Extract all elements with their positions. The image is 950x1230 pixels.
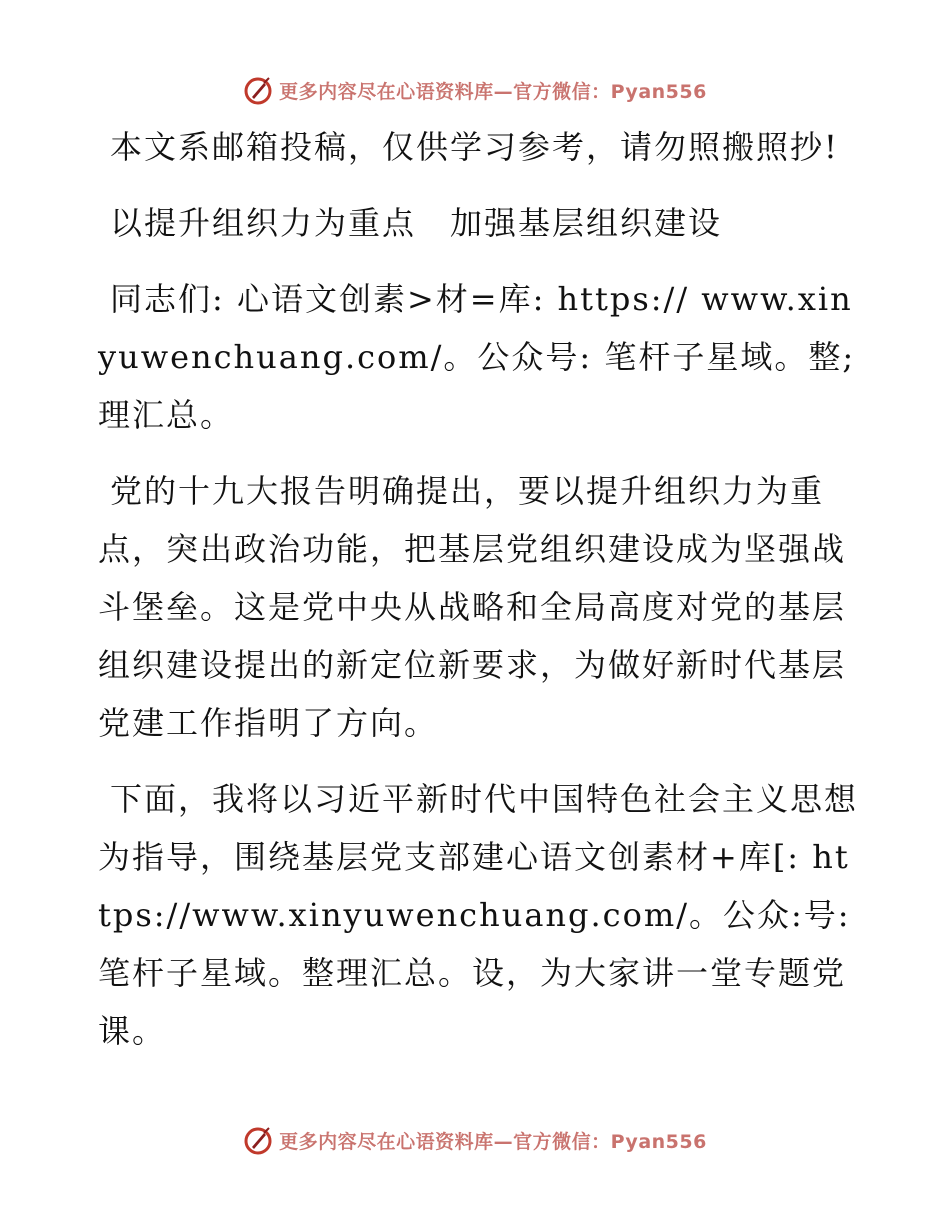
footer-banner-text: 更多内容尽在心语资料库—官方微信：Pyan556 [279, 1130, 707, 1153]
quill-logo-icon [243, 75, 273, 105]
document-body [98, 118, 858, 1078]
disclaimer-paragraph: 本文系邮箱投稿，仅供学习参考，请勿照搬照抄! [110, 128, 839, 166]
body-paragraph: 党的十九大报告明确提出，要以提升组织力为重点，突出政治功能，把基层党组织建设成为坚强战斗堡垒。这是党中央从战略和全局高度对党的基层组织建设提出的新定位新要求，为做好新时代基层党建工作指明了方向。 [98, 472, 847, 742]
header-banner-text: 更多内容尽在心语资料库—官方微信：Pyan556 [279, 80, 707, 103]
greeting-paragraph: 同志们: 心语文创素>材=库: https:// www.xinyuwenchuang.com/。公众号: 笔杆子星域。整;理汇总。 [98, 280, 856, 434]
quill-logo-icon [243, 1125, 273, 1155]
body-paragraph: 下面，我将以习近平新时代中国特色社会主义思想为指导，围绕基层党支部建心语文创素材+库[: https://www.xinyuwenchuang.com/。公众:号: 笔杆子星域。整理汇总。设，为大家讲一堂专题党课。 [98, 780, 859, 1050]
footer-banner [0, 1120, 950, 1160]
document-title: 以提升组织力为重点 加强基层组织建设 [110, 204, 723, 242]
header-banner [0, 70, 950, 110]
